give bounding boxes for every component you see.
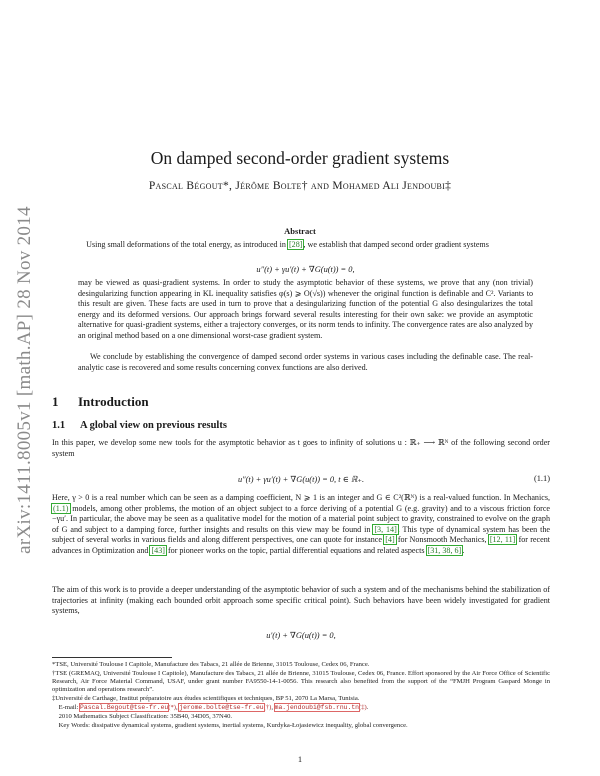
arxiv-identifier: arXiv:1411.8005v1 [math.AP] 28 Nov 2014 [14, 206, 35, 554]
footnote-rule [52, 657, 172, 658]
equation-reference-link[interactable]: (1.1) [53, 503, 69, 513]
section-heading: 1 Introduction [52, 394, 149, 409]
citation-link[interactable]: [43] [151, 545, 165, 555]
citation-link[interactable]: [12, 11] [489, 535, 516, 545]
gradient-equation: u′(t) + ∇G(u(t)) = 0, [266, 631, 336, 640]
abstract-paragraph-1: Using small deformations of the total energy, as introduced in [28], we establish that damped second order gradient systems [86, 240, 489, 249]
page-number: 1 [297, 754, 303, 764]
keywords: Key Words: dissipative dynamical systems, gradient systems, inertial systems, Kurdyka-Łojasiewicz inequality, global convergence. [58, 722, 408, 729]
intro-paragraph-3: The aim of this work is to provide a deeper understanding of the asymptotic behavior of such a system and of the mechanisms behind the stabilization of trajectories at infinity (making each bounded orbit approach some specific critical point). Such behaviors have been widely investigated for gradient systems, [52, 585, 550, 616]
citation-link[interactable]: [3, 14] [374, 524, 397, 534]
citation-link[interactable]: [31, 38, 6] [427, 545, 462, 555]
footnote-emails: E-mail: Pascal.Begout@tse-fr.eu(*), jerome.bolte@tse-fr.eu(†), ma.jendoubi@fsb.rnu.tn(‡). [58, 704, 369, 711]
email-link[interactable]: jerome.bolte@tse-fr.eu [179, 704, 264, 711]
citation-link[interactable]: [4] [385, 535, 395, 545]
abstract-heading: Abstract [284, 226, 316, 236]
email-link[interactable]: ma.jendoubi@fsb.rnu.tn [274, 704, 359, 711]
subsection-heading: 1.1 A global view on previous results [52, 420, 227, 431]
paper-title: On damped second-order gradient systems [150, 148, 450, 168]
email-link[interactable]: Pascal.Begout@tse-fr.eu [80, 704, 169, 711]
citation-link[interactable]: [28] [288, 240, 303, 249]
footnote-1: *TSE, Université Toulouse I Capitole, Manufacture des Tabacs, 21 allée de Brienne, 31015 Toulouse, Cedex 06, France. [52, 661, 370, 668]
equation-number: (1.1) [533, 474, 550, 483]
author-list: Pascal Bégout*, Jérôme Bolte† and Mohamed Ali Jendoubi‡ [148, 180, 452, 192]
abstract-paragraph-2: may be viewed as quasi-gradient systems. In order to study the asymptotic behavior of these systems, we prove that any (non trivial) desingularizing function appearing in KL inequality satisfies φ(s) ⩾ O(√s)) whenever the original function is definable and C². Variants to this result are given. These facts are used in turn to prove that a desingularizing function of the potential G also desingularizes the total energy and its deformed versions. Our approach brings forward several results interesting for their own sake: we provide an asymptotic alternative for quasi-gradient systems, either a trajectory converges, or its norm tends to infinity. The convergence rates are also analyzed by an original method based on a one dimensional worst-case gradient system. [78, 278, 533, 340]
intro-paragraph-1: In this paper, we develop some new tools for the asymptotic behavior as t goes to infinity of solutions u : ℝ₊ ⟶ ℝᴺ of the following second order system [52, 438, 550, 458]
equation-1-1: u″(t) + γu′(t) + ∇G(u(t)) = 0, t ∈ ℝ₊. (1.1) [237, 474, 550, 484]
abstract-paragraph-3: We conclude by establishing the convergence of damped second order systems in various cases including the definable case. The real-analytic case is recovered and some results concerning convex functions are also derived. [78, 352, 533, 372]
footnote-2: †TSE (GREMAQ, Université Toulouse I Capitole), Manufacture des Tabacs, 21 allée de Brienne, 31015 Toulouse, Cedex 06, France. Effort sponsored by the Air Force Office of Scientific Research, Air Force Material Command, USAF, under grant number FA9550-14-1-0056. This research also benefited from the support of the “FMJH Program Gaspard Monge in optimization and operations research”. [52, 670, 550, 694]
footnote-3: ‡Université de Carthage, Institut préparatoire aux études scientifiques et techniques, BP 51, 2070 La Marsa, Tunisia. [52, 695, 360, 702]
msc-classification: 2010 Mathematics Subject Classification: 35B40, 34D05, 37N40. [58, 713, 233, 720]
intro-paragraph-2: Here, γ > 0 is a real number which can be seen as a damping coefficient, N ⩾ 1 is an integer and G ∈ C²(ℝᴺ) is a real-valued function. In Mechanics, (1.1) models, among other problems, the motion of an object subject to a force deriving of a potential G (e.g. gravity) and to a viscous friction force −γu′. In particular, the above may be seen as a qualitative model for the motion of a material point subject to gravity, constrained to evolve on the graph of G and subject to a damping force, further insights and results on this view may be found in [3, 14]. This type of dynamical system has been the subject of several works in various fields and along different perspectives, one can quote for instance [4] for Nonsmooth Mechanics, [12, 11] for recent advances in Optimization and [43] for pioneer works on the topic, partial differential equations and related aspects [31, 38, 6]. [52, 493, 551, 555]
abstract-equation: u″(t) + γu′(t) + ∇G(u(t)) = 0, [256, 265, 355, 274]
